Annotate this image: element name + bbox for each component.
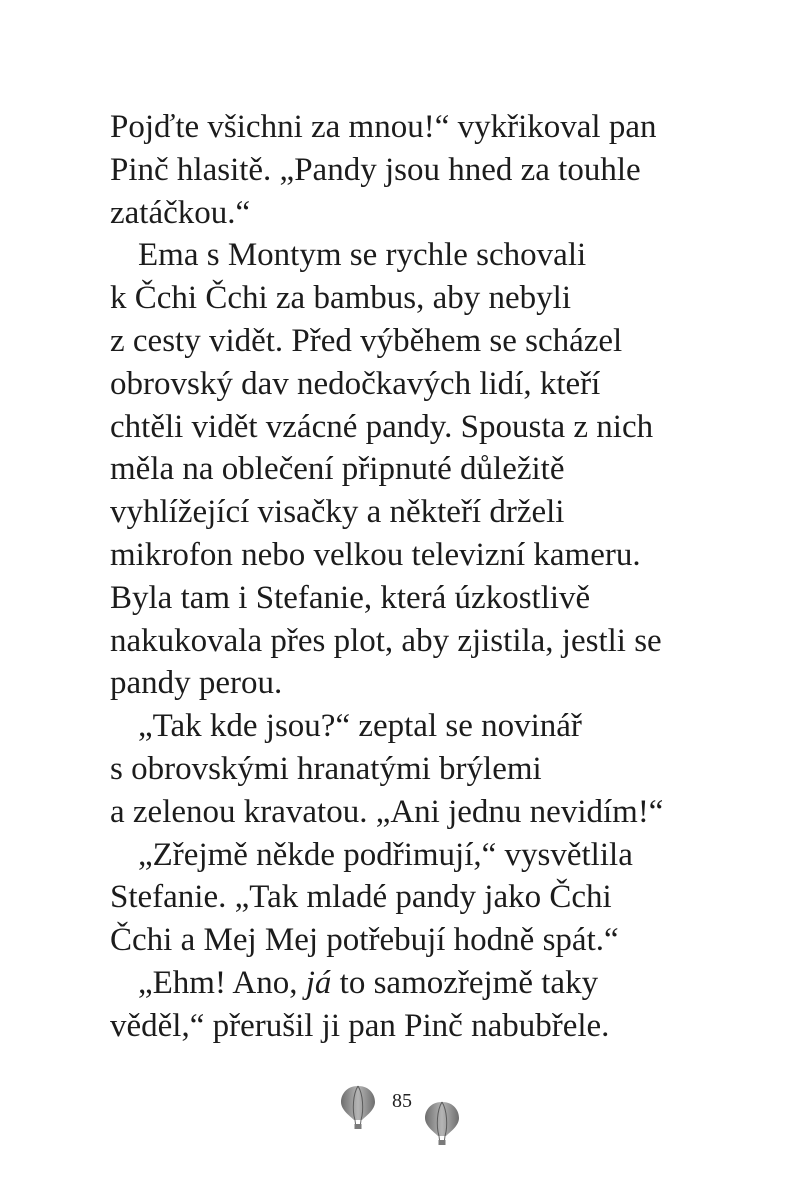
text-line: z cesty vidět. Před výběhem se scházel [110,322,623,359]
hot-air-balloon-icon [424,1100,460,1151]
page-number: 85 [392,1090,412,1112]
text-line: chtěli vidět vzácné pandy. Spousta z nich [110,408,654,445]
body-text [110,106,710,1048]
text-line: vyhlížející visačky a někteří drželi [110,494,565,531]
text-line: Pinč hlasitě. „Pandy jsou hned za touhle [110,151,641,188]
text-line: mikrofon nebo velkou televizní kameru. [110,536,641,573]
text-line: Ema s Montym se rychle schovali [138,237,587,274]
text-line: zatáčkou.“ [110,194,251,231]
text-line: věděl,“ přerušil ji pan Pinč nabubřele. [110,1007,610,1044]
text-line: „Zřejmě někde podřimují,“ vysvětlila [138,836,633,873]
hot-air-balloon-icon [340,1084,376,1135]
text-line: Pojďte všichni za mnou!“ vykřikoval pan [110,109,657,145]
text-line: pandy perou. [110,665,283,702]
text-line: obrovský dav nedočkavých lidí, kteří [110,365,601,402]
text-line: k Čchi Čchi za bambus, aby nebyli [110,280,571,317]
text-line: Stefanie. „Tak mladé pandy jako Čchi [110,879,612,916]
page-footer [0,1078,789,1148]
text-line: nakukovala přes plot, aby zjistila, jestli se [110,622,662,659]
text-line: Byla tam i Stefanie, která úzkostlivě [110,579,591,616]
text-line: měla na oblečení připnuté důležitě [110,451,565,488]
text-line: „Ehm! Ano, já to samozřejmě taky [138,964,599,1001]
text-line: s obrovskými hranatými brýlemi [110,750,542,787]
text-line: a zelenou kravatou. „Ani jednu nevidím!“ [110,793,664,830]
text-line: Čchi a Mej Mej potřebují hodně spát.“ [110,922,619,959]
text-line: „Tak kde jsou?“ zeptal se novinář [138,708,582,745]
